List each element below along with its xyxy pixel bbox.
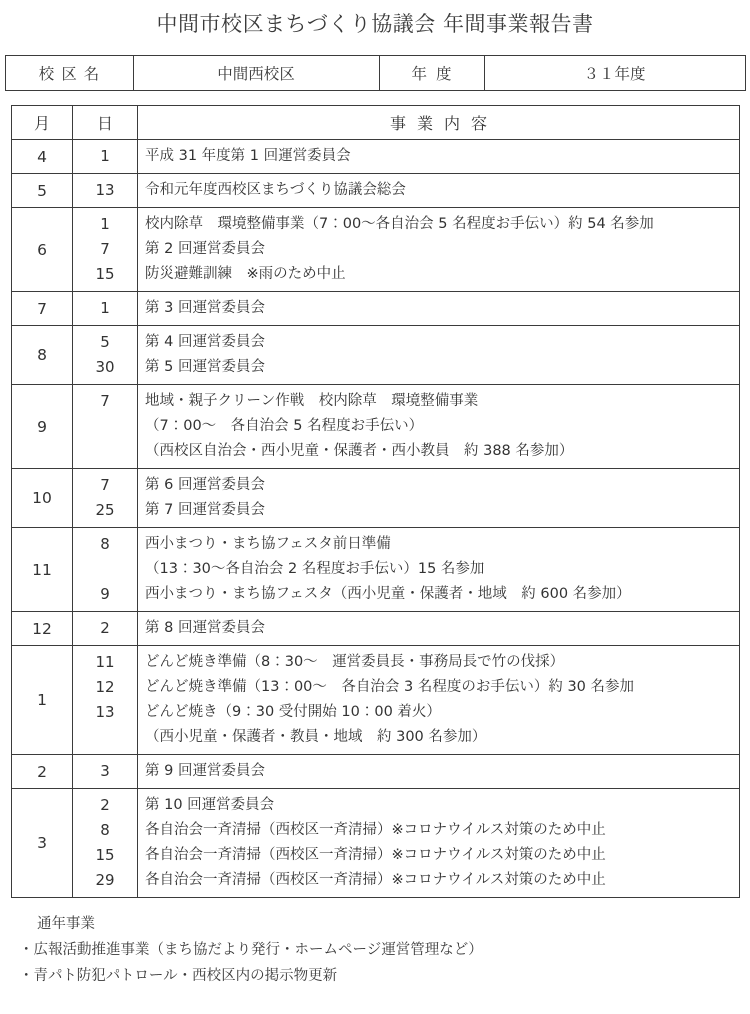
content-line: 西小まつり・まち協フェスタ前日準備 — [145, 536, 391, 553]
day-cell — [73, 385, 138, 469]
content-line: 各自治会一斉清掃（西校区一斉清掃）※コロナウイルス対策のため中止 — [145, 822, 606, 839]
day-value: 1 — [100, 299, 110, 318]
content-line: 第 6 回運営委員会 — [145, 477, 265, 494]
content-cell — [138, 646, 740, 755]
content-line: 防災避難訓練 ※雨のため中止 — [145, 266, 346, 283]
day-value: 7 — [100, 476, 110, 495]
table-row — [12, 208, 740, 292]
year-round-project-item: ・広報活動推進事業（まち協だより発行・ホームページ運営管理など） — [19, 941, 483, 958]
school-name-value: 中間西校区 — [133, 56, 379, 91]
content-line: 第 4 回運営委員会 — [145, 334, 265, 351]
day-cell — [73, 208, 138, 292]
day-value: 13 — [95, 181, 115, 200]
day-cell — [73, 469, 138, 528]
content-line: 令和元年度西校区まちづくり協議会総会 — [145, 182, 406, 199]
day-value: 15 — [95, 846, 115, 865]
content-line: 各自治会一斉清掃（西校区一斉清掃）※コロナウイルス対策のため中止 — [145, 872, 606, 889]
day-value: 1 — [100, 147, 110, 166]
day-cell — [73, 326, 138, 385]
table-row — [12, 612, 740, 646]
school-year-info-table — [5, 55, 746, 91]
month-cell: 1 — [12, 646, 73, 755]
content-line: 平成 31 年度第 1 回運営委員会 — [145, 148, 351, 165]
content-cell — [138, 612, 740, 646]
day-value — [73, 439, 137, 464]
table-row — [12, 646, 740, 755]
month-cell: 9 — [12, 385, 73, 469]
content-cell — [138, 469, 740, 528]
day-value: 2 — [100, 796, 110, 815]
page-title: 中間市校区まちづくり協議会 年間事業報告書 — [156, 12, 594, 36]
content-cell — [138, 208, 740, 292]
day-value — [73, 557, 137, 582]
table-row — [12, 755, 740, 789]
content-line: （7：00〜 各自治会 5 名程度お手伝い） — [145, 418, 424, 435]
content-line: 第 8 回運営委員会 — [145, 620, 265, 637]
table-row — [12, 326, 740, 385]
schedule-header-row — [12, 106, 740, 140]
month-cell: 8 — [12, 326, 73, 385]
day-value: 8 — [100, 535, 110, 554]
table-row — [12, 292, 740, 326]
day-value: 13 — [95, 703, 115, 722]
schedule-body — [12, 140, 740, 898]
content-cell — [138, 326, 740, 385]
day-value: 12 — [95, 678, 115, 697]
table-row — [12, 469, 740, 528]
school-name-label: 校区名 — [5, 56, 133, 91]
schedule-section — [11, 105, 739, 898]
content-line: 第 3 回運営委員会 — [145, 300, 265, 317]
fiscal-year-label: 年度 — [379, 56, 484, 91]
content-cell — [138, 789, 740, 898]
year-round-projects-section — [11, 912, 739, 989]
year-round-projects-heading: 通年事業 — [37, 916, 95, 933]
month-cell: 5 — [12, 174, 73, 208]
content-line: 第 5 回運営委員会 — [145, 359, 265, 376]
day-value — [73, 725, 137, 750]
month-cell: 7 — [12, 292, 73, 326]
table-row — [12, 174, 740, 208]
year-round-project-item: ・青パト防犯パトロール・西校区内の掲示物更新 — [19, 967, 338, 984]
column-header-content: 事業内容 — [138, 106, 740, 140]
content-line: 西小まつり・まち協フェスタ（西小児童・保護者・地域 約 600 名参加） — [145, 586, 631, 603]
day-value — [73, 414, 137, 439]
month-cell: 10 — [12, 469, 73, 528]
content-cell — [138, 755, 740, 789]
info-row — [5, 56, 745, 91]
day-value: 8 — [100, 821, 110, 840]
table-row — [12, 385, 740, 469]
content-line: （13：30〜各自治会 2 名程度お手伝い）15 名参加 — [145, 561, 485, 578]
content-line: どんど焼き準備（8：30〜 運営委員長・事務局長で竹の伐採） — [145, 654, 565, 671]
table-row — [12, 528, 740, 612]
month-cell: 4 — [12, 140, 73, 174]
content-cell — [138, 528, 740, 612]
day-value: 3 — [100, 762, 110, 781]
content-line: どんど焼き（9：30 受付開始 10：00 着火） — [145, 704, 441, 721]
content-line: 第 2 回運営委員会 — [145, 241, 265, 258]
day-value: 7 — [100, 240, 110, 259]
column-header-day: 日 — [73, 106, 138, 140]
month-cell: 12 — [12, 612, 73, 646]
day-value: 25 — [95, 501, 115, 520]
content-cell — [138, 174, 740, 208]
day-cell — [73, 646, 138, 755]
content-line: 校内除草 環境整備事業（7：00〜各自治会 5 名程度お手伝い）約 54 名参加 — [145, 216, 654, 233]
content-line: どんど焼き準備（13：00〜 各自治会 3 名程度のお手伝い）約 30 名参加 — [145, 679, 635, 696]
content-line: 第 10 回運営委員会 — [145, 797, 275, 814]
table-row — [12, 789, 740, 898]
day-cell — [73, 612, 138, 646]
day-value: 2 — [100, 619, 110, 638]
column-header-month: 月 — [12, 106, 73, 140]
content-line: 第 7 回運営委員会 — [145, 502, 265, 519]
day-value: 29 — [95, 871, 115, 890]
day-value: 30 — [95, 358, 115, 377]
day-cell — [73, 755, 138, 789]
content-line: 地域・親子クリーン作戦 校内除草 環境整備事業 — [145, 393, 479, 410]
month-cell: 2 — [12, 755, 73, 789]
fiscal-year-value: ３１年度 — [484, 56, 745, 91]
day-value: 5 — [100, 333, 110, 352]
table-row — [12, 140, 740, 174]
annual-schedule-table — [11, 105, 740, 898]
content-line: 各自治会一斉清掃（西校区一斉清掃）※コロナウイルス対策のため中止 — [145, 847, 606, 864]
content-cell — [138, 140, 740, 174]
month-cell: 11 — [12, 528, 73, 612]
day-cell — [73, 140, 138, 174]
day-value: 7 — [100, 392, 110, 411]
content-cell — [138, 292, 740, 326]
day-cell — [73, 789, 138, 898]
content-line: （西校区自治会・西小児童・保護者・西小教員 約 388 名参加） — [145, 443, 574, 460]
content-line: （西小児童・保護者・教員・地域 約 300 名参加） — [145, 729, 487, 746]
month-cell: 6 — [12, 208, 73, 292]
content-line: 第 9 回運営委員会 — [145, 763, 265, 780]
day-value: 15 — [95, 265, 115, 284]
month-cell: 3 — [12, 789, 73, 898]
day-cell — [73, 292, 138, 326]
day-cell — [73, 174, 138, 208]
year-round-projects-list — [11, 938, 739, 990]
content-cell — [138, 385, 740, 469]
day-value: 11 — [95, 653, 115, 672]
day-cell — [73, 528, 138, 612]
day-value: 1 — [100, 215, 110, 234]
day-value: 9 — [100, 585, 110, 604]
